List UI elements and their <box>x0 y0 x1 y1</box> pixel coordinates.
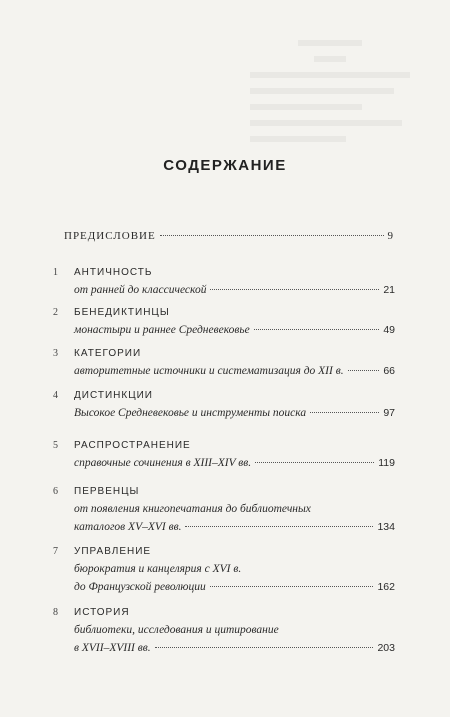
chapter-subtitle: до Французской революции <box>74 581 206 593</box>
chapter-page: 203 <box>377 642 395 654</box>
chapter-number: 5 <box>53 440 58 451</box>
chapter-title: УПРАВЛЕНИЕ <box>74 546 152 557</box>
chapter-subtitle: от ранней до классической <box>74 284 207 296</box>
chapter-subtitle: библиотеки, исследования и цитирование <box>74 624 279 636</box>
chapter-number: 8 <box>53 607 58 618</box>
chapter-title: ИСТОРИЯ <box>74 607 130 618</box>
toc-heading: СОДЕРЖАНИЕ <box>163 157 287 174</box>
chapter-title: БЕНЕДИКТИНЦЫ <box>74 307 170 318</box>
chapter-entry[interactable] <box>53 545 395 596</box>
leader-dots <box>255 462 374 463</box>
leader-dots <box>210 586 374 587</box>
chapter-number: 4 <box>53 390 58 401</box>
leader-dots <box>185 526 373 527</box>
chapter-page: 66 <box>383 365 395 377</box>
chapter-number: 6 <box>53 486 58 497</box>
leader-dots <box>160 235 384 236</box>
chapter-page: 162 <box>377 581 395 593</box>
leader-dots <box>155 647 374 648</box>
chapter-title: РАСПРОСТРАНЕНИЕ <box>74 440 191 451</box>
chapter-page: 134 <box>377 521 395 533</box>
chapter-number: 1 <box>53 267 58 278</box>
chapter-number: 2 <box>53 307 58 318</box>
chapter-subtitle: справочные сочинения в XIII–XIV вв. <box>74 457 252 469</box>
chapter-entry[interactable] <box>53 439 395 472</box>
chapter-subtitle: в XVII–XVIII вв. <box>74 642 151 654</box>
chapter-title: ПЕРВЕНЦЫ <box>74 486 140 497</box>
chapter-number: 7 <box>53 546 58 557</box>
chapter-subtitle: авторитетные источники и систематизация до XII в. <box>74 365 344 377</box>
preface-title: ПРЕДИСЛОВИЕ <box>64 230 156 242</box>
chapter-subtitle: Высокое Средневековье и инструменты поиска <box>74 407 307 419</box>
chapter-page: 21 <box>383 284 395 296</box>
leader-dots <box>310 412 379 413</box>
chapter-page: 97 <box>383 407 395 419</box>
chapter-subtitle: монастыри и раннее Средневековье <box>74 324 250 336</box>
chapter-title: ДИСТИНКЦИИ <box>74 390 153 401</box>
chapter-entry[interactable] <box>53 306 395 339</box>
chapter-title: КАТЕГОРИИ <box>74 348 142 359</box>
chapter-page: 49 <box>383 324 395 336</box>
chapter-entry[interactable] <box>53 347 395 380</box>
chapter-entry[interactable] <box>53 485 395 536</box>
leader-dots <box>254 329 380 330</box>
chapter-title: АНТИЧНОСТЬ <box>74 267 153 278</box>
leader-dots <box>348 370 380 371</box>
preface-page: 9 <box>387 230 394 242</box>
chapter-entry[interactable] <box>53 389 395 422</box>
chapter-entry[interactable] <box>53 606 395 657</box>
leader-dots <box>210 289 379 290</box>
chapter-number: 3 <box>53 348 58 359</box>
preface-entry[interactable] <box>64 230 394 242</box>
chapter-subtitle: от появления книгопечатания до библиотечных <box>74 503 311 515</box>
chapter-page: 119 <box>378 457 395 469</box>
chapter-subtitle: бюрократия и канцелярия с XVI в. <box>74 563 242 575</box>
chapter-entry[interactable] <box>53 266 395 299</box>
chapter-subtitle: каталогов XV–XVI вв. <box>74 521 182 533</box>
